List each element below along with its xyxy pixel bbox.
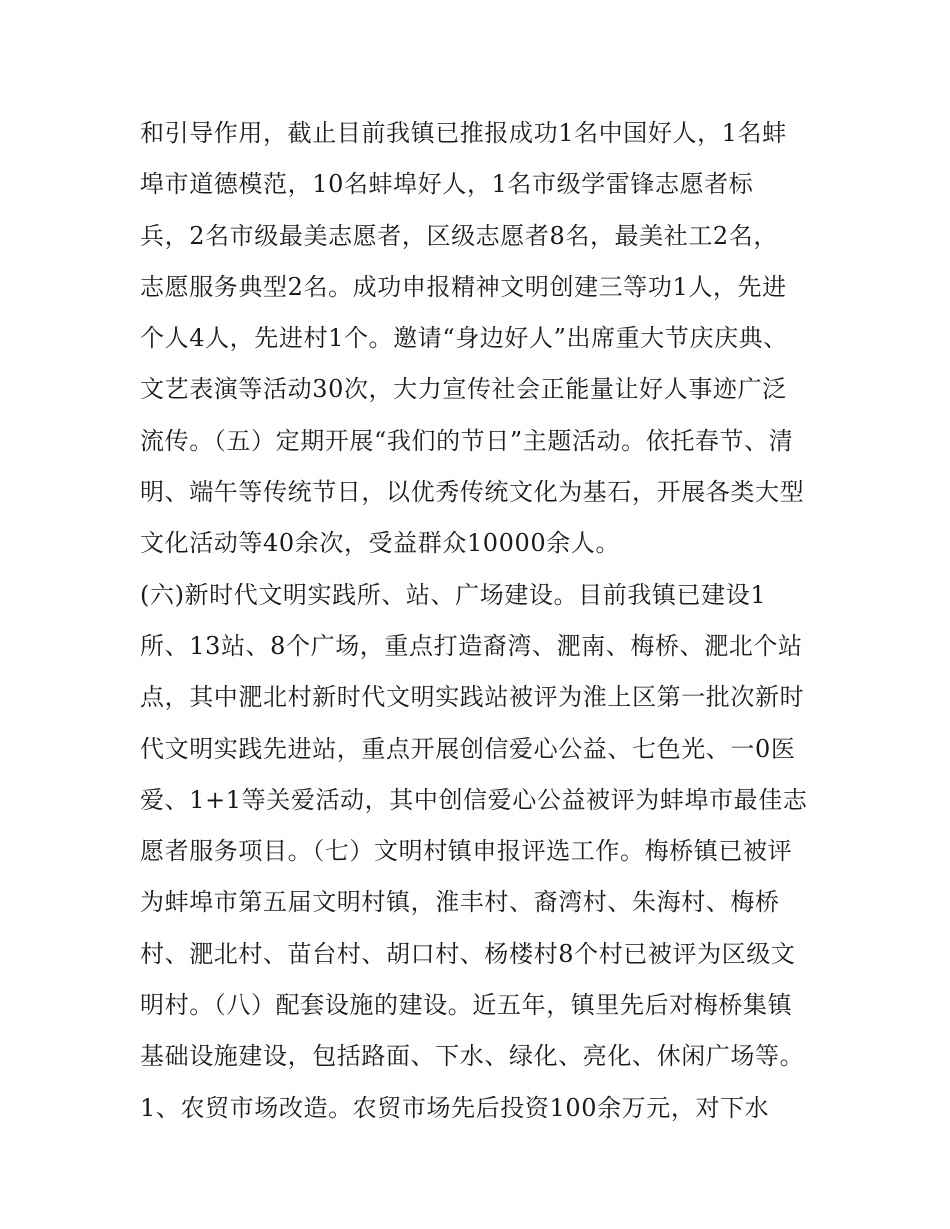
text-line: 文艺表演等活动30次，大力宣传社会正能量让好人事迹广泛	[140, 375, 787, 404]
text-line: 代文明实践先进站，重点开展创信爱心公益、七色光、一0医	[140, 734, 796, 763]
text-line: 为蚌埠市第五届文明村镇，淮丰村、裔湾村、朱海村、梅桥	[140, 888, 780, 917]
text-line: 基础设施建设，包括路面、下水、绿化、亮化、休闲广场等。	[140, 1042, 805, 1071]
text-line: 村、淝北村、苗台村、胡口村、杨楼村8个村已被评为区级文	[140, 939, 796, 968]
text-line: 个人4人，先进村1个。邀请“身边好人”出席重大节庆庆典、	[140, 324, 788, 353]
text-line: 埠市道德模范，10名蚌埠好人，1名市级学雷锋志愿者标	[140, 170, 754, 199]
text-line: 流传。（五）定期开展“我们的节日”主题活动。依托春节、清	[140, 426, 794, 455]
text-line: 明、端午等传统节日，以优秀传统文化为基石，开展各类大型	[140, 478, 805, 507]
text-line: 爱、1+1等关爱活动，其中创信爱心公益被评为蚌埠市最佳志	[140, 785, 808, 814]
text-line: 和引导作用，截止目前我镇已推报成功1名中国好人，1名蚌	[140, 119, 787, 147]
text-line: 所、13站、8个广场，重点打造裔湾、淝南、梅桥、淝北个站	[140, 631, 803, 660]
text-line: 文化活动等40余次，受益群众10000余人。	[140, 529, 621, 558]
text-line: 兵，2名市级最美志愿者，区级志愿者8名，最美社工2名，	[140, 221, 779, 250]
text-line: 志愿服务典型2名。成功申报精神文明创建三等功1人，先进	[140, 272, 787, 301]
text-line: (六)新时代文明实践所、站、广场建设。目前我镇已建设1	[140, 580, 767, 609]
text-line: 明村。（八）配套设施的建设。近五年，镇里先后对梅桥集镇	[140, 991, 793, 1020]
text-line: 1、农贸市场改造。农贸市场先后投资100余万元，对下水	[140, 1093, 770, 1122]
text-line: 点，其中淝北村新时代文明实践站被评为淮上区第一批次新时	[140, 683, 805, 712]
body-text	[140, 108, 830, 1134]
text-line: 愿者服务项目。（七）文明村镇申报评选工作。梅桥镇已被评	[140, 837, 793, 866]
